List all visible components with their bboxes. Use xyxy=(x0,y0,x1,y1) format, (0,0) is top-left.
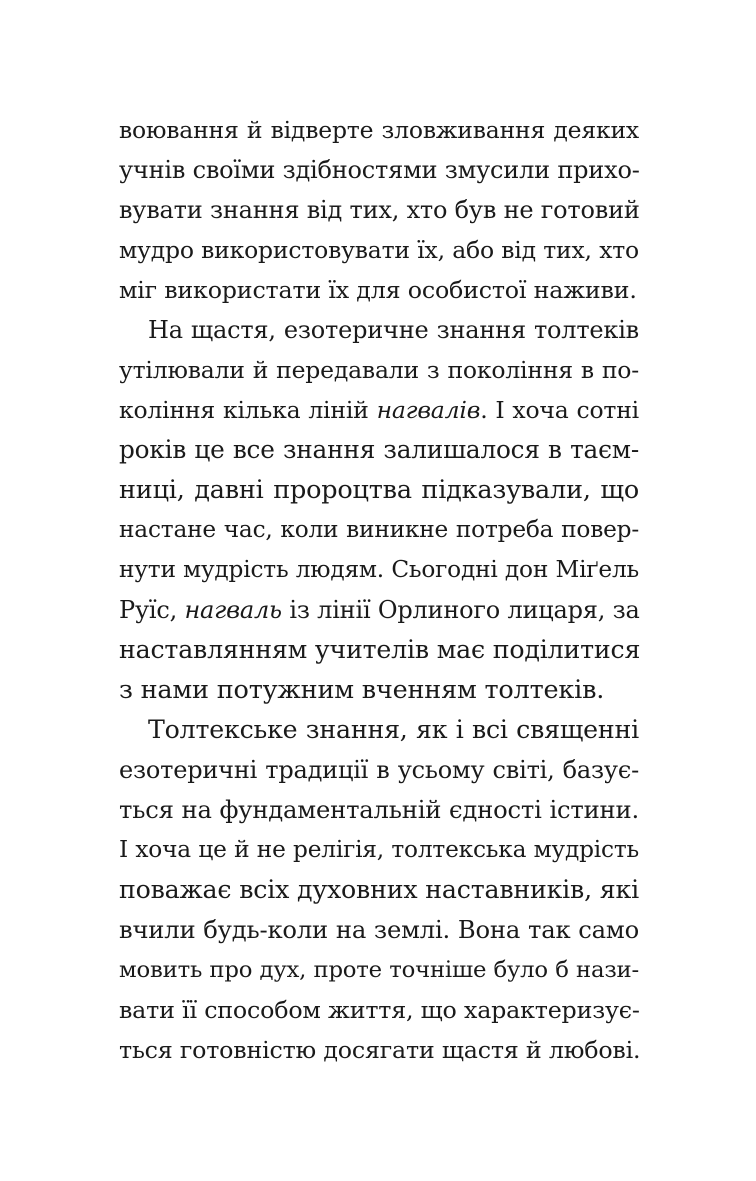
paragraph-2 xyxy=(119,310,639,710)
text-line: наставлянням учителів має поділитися xyxy=(119,635,641,664)
text-line: ться готовністю досягати щастя й любові. xyxy=(119,1036,641,1064)
text-segment: коління кілька ліній xyxy=(119,396,377,424)
text-line: ниці, давні пророцтва підказували, що xyxy=(119,475,639,505)
text-line: езотеричні традиції в усьому світі, базує- xyxy=(119,756,639,784)
italic-term: нагвалів xyxy=(376,396,481,424)
text-line: вчили будь-коли на землі. Вона так само xyxy=(119,915,639,944)
text-line: І хоча це й не релігія, толтекська мудрість xyxy=(119,836,639,863)
text-line: років це все знання залишалося в таєм- xyxy=(119,435,639,464)
text-segment: . І хоча сотні xyxy=(480,396,639,424)
text-line: воювання й відверте зловживання деяких xyxy=(119,116,639,144)
text-line: настане час, коли виникне потреба повер- xyxy=(119,516,639,543)
text-line: вувати знання від тих, хто був не готовий xyxy=(119,196,640,224)
text-line: учнів своїми здібностями змусили прихо- xyxy=(119,156,640,184)
text-line: нути мудрість людям. Сьогодні дон Міґель xyxy=(119,556,639,583)
text-line xyxy=(119,390,639,430)
body-text xyxy=(119,110,639,1070)
text-line: з нами потужним вченням толтеків. xyxy=(119,675,605,705)
paragraph-1 xyxy=(119,110,639,310)
paragraph-3 xyxy=(119,710,639,1070)
text-line xyxy=(119,590,639,630)
text-segment: Руїс, xyxy=(119,596,185,624)
text-line: мудро використовувати їх, або від тих, хто xyxy=(119,236,639,264)
text-segment: із лінії Орлиного лицаря, за xyxy=(281,596,640,624)
text-line: міг використати їх для особистої наживи. xyxy=(119,276,637,304)
italic-term: нагваль xyxy=(184,596,282,624)
text-line: Толтекське знання, як і всі священні xyxy=(148,715,639,744)
text-line: вати її способом життя, що характеризує- xyxy=(119,996,640,1024)
text-line: ться на фундаментальній єдності істини. xyxy=(119,795,639,824)
text-line: утілювали й передавали з покоління в по- xyxy=(119,356,639,384)
text-line: поважає всіх духовних наставників, які xyxy=(119,875,639,904)
text-line: На щастя, езотеричне знання толтеків xyxy=(148,316,639,344)
text-line: мовить про дух, проте точніше було б нази- xyxy=(119,957,639,983)
